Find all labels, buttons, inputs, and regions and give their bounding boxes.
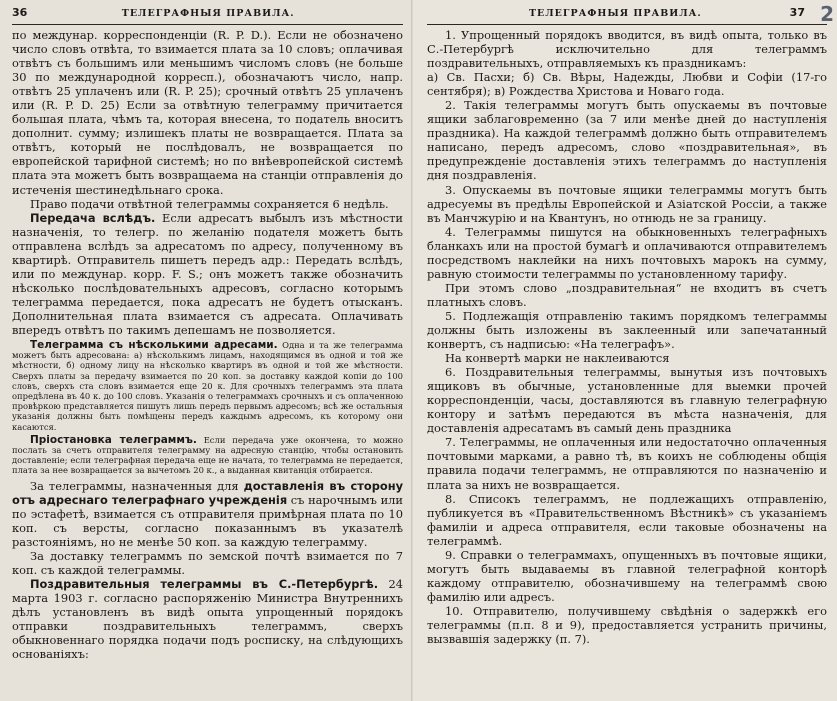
section-heading-suspension: Пріостановка телеграммъ.	[30, 433, 197, 446]
paragraph-suspension	[12, 435, 403, 476]
rule-1-holidays: а) Св. Пасхи; б) Св. Вѣры, Надежды, Любви и Софіи (17-го сентября); в) Рождества Христова и Новаго года.	[427, 70, 827, 99]
rule-9: 9. Справки о телеграммахъ, опущенныхъ въ почтовые ящики, могутъ быть выдаваемы въ главной телеграфной конторѣ каждому отправителю, обозначившему на телеграммѣ свою фамилію или адресъ.	[427, 547, 827, 604]
running-title: ТЕЛЕГРАФНЫЯ ПРАВИЛА.	[121, 8, 295, 19]
rule-10: 10. Отправителю, получившему свѣдѣнія о задержкѣ его телеграммы (п.п. 8 и 9), предоставляется устранить причины, вызвавшія задержку (п. 7).	[427, 603, 827, 647]
right-page-header	[427, 6, 827, 22]
rule-2: 2. Такія телеграммы могутъ быть опускаемы въ почтовые ящики заблаговременно (за 7 или менѣе дней до наступленія праздника). На каждой телеграммѣ должно быть отправителемъ написано, передъ адресомъ, слово «поздравительная», въ предупрежденіе доставленія этихъ телеграммъ до наступленія дня поздравленія.	[427, 98, 827, 183]
rule-7: 7. Телеграммы, не оплаченныя или недостаточно оплаченныя почтовыми марками, а равно тѣ, въ коихъ не соблюдены общія правила подачи телеграммъ, не отправляются по назначенію и плата за нихъ не возвращается.	[427, 435, 827, 492]
paragraph-reply-payment: по междунар. корреспонденціи (R. P. D.). Если не обозначено число словъ отвѣта, то взимается плата за 10 словъ; оплачивая отвѣтъ съ большимъ или меньшимъ числомъ словъ (не больше 30 по международной корресп.), обозначаютъ число, напр. отвѣтъ 25 уплаченъ или (R. P. 25); срочный отвѣтъ 25 уплаченъ или (R. P. D. 25) Если за отвѣтную телеграмму причитается большая плата, чѣмъ та, которая внесена, то податель вноситъ дополнит. сумму; излишекъ платы не возвращается. Плата за отвѣтъ, который не послѣдовалъ, не возвращается по европейской тарифной системѣ; но по внѣевропейской системѣ плата эта можетъ быть возвращаема на станціи отправленія до истеченія шестинедѣльнаго срока.	[12, 28, 403, 197]
rule-4: 4. Телеграммы пишутся на обыкновенныхъ телеграфныхъ бланкахъ или на простой бумагѣ и оплачиваются отправителемъ посредствомъ наклейки на нихъ почтовыхъ марокъ на сумму, равную стоимости телеграммы по установленному тарифу.	[427, 224, 827, 281]
paragraph-remote-delivery: За телеграммы, назначенныя для доставленія въ сторону отъ адреснаго телеграфнаго учрежденія съ нарочнымъ или по эстафетѣ, взимается съ отправителя примѣрная плата по 10 коп. съ версты, согласно показаннымъ въ указателѣ разстояніямъ, но не менѣе 50 коп. за каждую телеграмму.	[12, 478, 403, 549]
page-number: 37	[789, 6, 805, 19]
section-heading-multiple-addresses: Телеграмма съ нѣсколькими адресами.	[30, 339, 278, 352]
rule-1: 1. Упрощенный порядокъ вводится, въ видѣ опыта, только въ С.-Петербургѣ исключительно для телеграммъ поздравительныхъ, отправляемыхъ къ праздникамъ:	[427, 28, 827, 71]
section-heading-forwarding: Передача вслѣдъ.	[30, 210, 156, 225]
paragraph-forwarding	[12, 211, 403, 337]
handwritten-page-mark: 2	[820, 2, 835, 26]
rule-4-note: При этомъ слово „поздравительная“ не входитъ въ счетъ платныхъ словъ.	[427, 280, 827, 309]
multiple-addresses-text: Одна и та же телеграмма можетъ быть адресована: а) нѣсколькимъ лицамъ, находящимся въ одной и той же мѣстности, б) одному лицу на нѣсколько квартиръ въ одной и той же мѣстности. Сверхъ платы за передачу взимается по 20 коп. за доставку каждой копіи до 100 словъ, сверхъ ста словъ взимается еще 20 к. Для срочныхъ телеграммъ эта плата опредѣлена въ 40 к. до 100 словъ. Указанія о телеграммахъ срочныхъ и съ оплаченною провѣркою представляется пишутъ лишь передъ первымъ адресомъ; всѣ же остальныя указанія должны быть помѣщены передъ каждымъ адресомъ, къ которому они касаются.	[12, 340, 403, 432]
section-heading-greeting-telegrams: Поздравительныя телеграммы въ С.-Петербургѣ.	[30, 577, 379, 591]
header-rule	[12, 24, 403, 25]
forwarding-text: Если адресатъ выбылъ изъ мѣстности назначенія, то телегр. по желанію подателя можетъ быть отправлена вслѣдъ за адресатомъ по адресу, полученному въ квартирѣ. Отправитель пишетъ передъ адр.: Передать вслѣдъ, или по междунар. корр. F. S.; онъ можетъ также обозначить нѣсколько послѣдовательныхъ адресовъ, согласно которымъ телеграмма передается, пока адресатъ не будетъ отысканъ. Дополнительная плата взимается съ адресата. Оплачивать впередъ отвѣтъ по такимъ депешамъ не позволяется.	[12, 210, 403, 337]
rule-3: 3. Опускаемы въ почтовые ящики телеграммы могутъ быть адресуемы въ предѣлы Европейской и Азіатской Россіи, а также въ Манчжурію и на Квантунъ, но отнюдь не за границу.	[427, 182, 827, 225]
left-page	[0, 0, 413, 701]
right-page	[413, 0, 837, 701]
header-rule	[427, 24, 827, 25]
suspension-text: Если передача уже окончена, то можно послать за счетъ отправителя телеграмму на адресную станцію, чтобы остановить доставленіе; если телеграфная передача еще не начата, то телеграмма не передается, плата за нее возвращается за вычетомъ 20 к., а выданная квитанція отбирается.	[12, 434, 403, 476]
running-title: ТЕЛЕГРАФНЫЯ ПРАВИЛА.	[528, 8, 702, 19]
paragraph-zemstvo-post: За доставку телеграммъ по земской почтѣ взимается по 7 коп. съ каждой телеграммы.	[12, 548, 403, 577]
rule-5: 5. Подлежащія отправленію такимъ порядкомъ телеграммы должны быть изложены въ заклеенный или запечатанный конвертъ, съ надписью: «На телеграфъ».	[427, 308, 827, 352]
page-number: 36	[12, 6, 28, 19]
paragraph-reply-period: Право подачи отвѣтной телеграммы сохраняется 6 недѣль.	[30, 196, 389, 211]
rule-6: 6. Поздравительныя телеграммы, вынутыя изъ почтовыхъ ящиковъ въ обычные, установленные для выемки прочей корреспонденціи, часы, доставляются въ главную телеграфную контору и затѣмъ передаются въ мѣста назначенія, для доставленія адресатамъ въ самый день праздника	[427, 365, 827, 436]
section-heading-remote-delivery: доставленія въ сторону отъ адреснаго телеграфнаго учрежденія	[12, 478, 403, 507]
rule-8: 8. Списокъ телеграммъ, не подлежащихъ отправленію, публикуется въ «Правительственномъ Вѣстникѣ» съ указаніемъ фамиліи и адреса отправителя, если таковые обозначены на телеграммѣ.	[427, 491, 827, 548]
paragraph-greeting-telegrams: Поздравительныя телеграммы въ С.-Петербургѣ. 24 марта 1903 г. согласно распоряженію Министра Внутреннихъ дѣлъ установленъ въ видѣ опыта упрощенный порядокъ отправки поздравительныхъ телеграммъ, сверхъ обыкновеннаго порядка подачи подъ росписку, на слѣдующихъ основаніяхъ:	[12, 577, 403, 662]
rule-5-note: На конвертѣ марки не наклеиваются	[445, 351, 670, 366]
paragraph-multiple-addresses	[12, 340, 403, 432]
left-page-header	[12, 6, 403, 22]
